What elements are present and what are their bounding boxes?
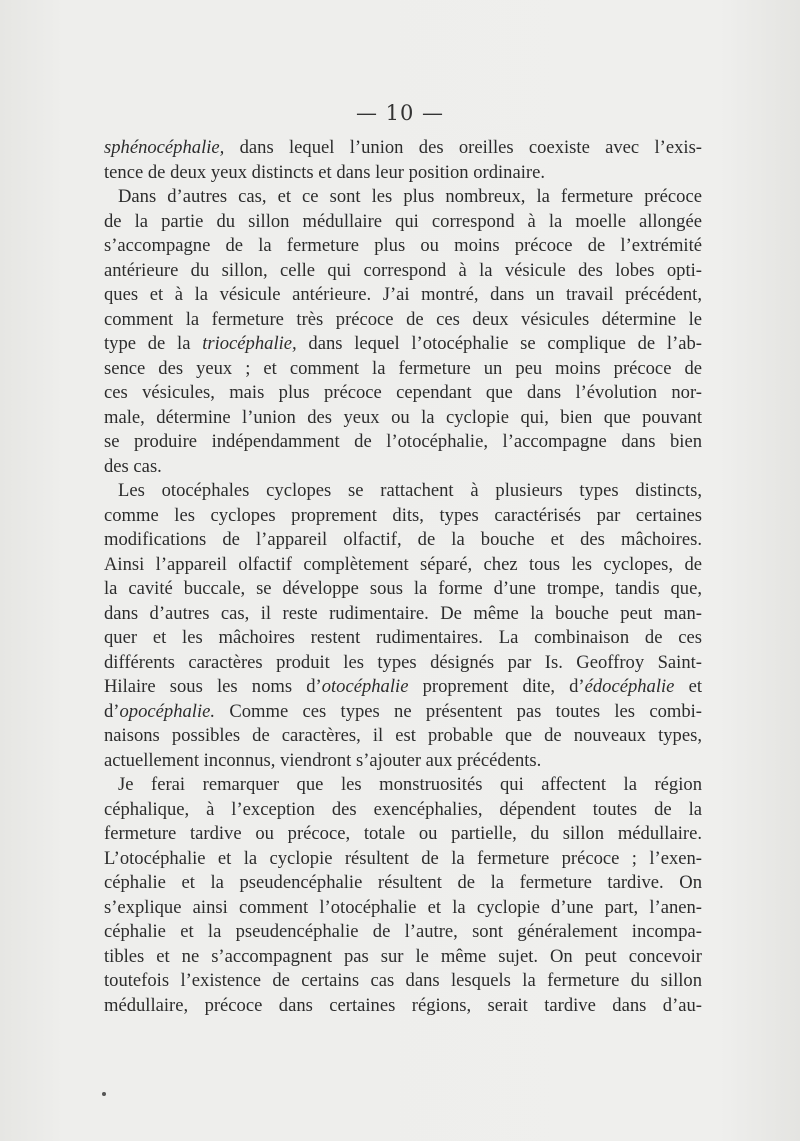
text-run: toutefois l’existence de certains cas dans lesquels la fermeture du sillon bbox=[104, 970, 702, 991]
text-run: Je ferai remarquer que les monstruosités qui affectent la région bbox=[118, 774, 702, 795]
italic-term: sphénocéphalie, bbox=[104, 137, 225, 158]
text-line bbox=[104, 920, 702, 945]
text-line bbox=[104, 553, 702, 578]
text-run: L’otocéphalie et la cyclopie résultent de la fermeture précoce ; l’exen- bbox=[104, 847, 702, 869]
text-line bbox=[104, 847, 702, 872]
text-line bbox=[104, 381, 702, 406]
text-run: comme les cyclopes proprement dits, types caractérisés par certaines bbox=[104, 504, 702, 526]
text-line bbox=[104, 602, 702, 627]
text-run: Comme ces types ne présentent pas toutes les combi- bbox=[215, 700, 702, 722]
page-number: — 10 — bbox=[355, 101, 445, 125]
text-run: male, détermine l’union des yeux ou la cyclopie qui, bien que pouvant bbox=[104, 406, 702, 428]
text-run: antérieure du sillon, celle qui correspond à la vésicule des lobes opti- bbox=[104, 259, 702, 281]
text-run: tibles et ne s’accompagnent pas sur le même sujet. On peut concevoir bbox=[104, 945, 702, 967]
text-line bbox=[104, 651, 702, 676]
text-run: des cas. bbox=[104, 455, 162, 477]
text-run: s’accompagne de la fermeture plus ou moins précoce de l’extrémité bbox=[104, 235, 702, 256]
text-run: de la partie du sillon médullaire qui correspond à la moelle allongée bbox=[104, 210, 702, 232]
text-line bbox=[104, 724, 702, 749]
text-line bbox=[104, 822, 702, 847]
text-line bbox=[104, 577, 702, 602]
text-run: céphalique, à l’exception des exencéphalies, dépendent toutes de la bbox=[104, 798, 702, 820]
text-run: actuellement inconnus, viendront s’ajouter aux précédents. bbox=[104, 749, 542, 771]
text-line bbox=[104, 430, 702, 455]
text-line bbox=[104, 185, 702, 210]
text-run: type de la bbox=[104, 333, 203, 354]
text-line bbox=[104, 675, 702, 700]
text-run: céphalie et la pseudencéphalie résultent de la fermeture tardive. On bbox=[104, 872, 702, 893]
text-run: naisons possibles de caractères, il est probable que de nouveaux types, bbox=[104, 725, 702, 746]
text-line bbox=[104, 626, 702, 651]
text-line bbox=[104, 210, 702, 235]
text-line bbox=[104, 455, 702, 480]
italic-term: opocéphalie. bbox=[119, 700, 216, 722]
text-run: médullaire, précoce dans certaines régions, serait tardive dans d’au- bbox=[104, 994, 702, 1016]
text-run: d’ bbox=[104, 700, 120, 722]
text-run: tence de deux yeux distincts et dans leur position ordinaire. bbox=[104, 161, 545, 183]
body-text bbox=[104, 136, 702, 1018]
text-line bbox=[104, 308, 702, 333]
text-run: Dans d’autres cas, et ce sont les plus nombreux, la fermeture précoce bbox=[118, 186, 702, 207]
text-line bbox=[104, 357, 702, 382]
text-line bbox=[104, 871, 702, 896]
text-run: Les otocéphales cyclopes se rattachent à plusieurs types distincts, bbox=[118, 480, 702, 501]
italic-term: édocéphalie bbox=[584, 676, 675, 697]
ink-speck bbox=[102, 1092, 106, 1096]
text-run: Hilaire sous les noms d’ bbox=[104, 676, 322, 697]
text-line bbox=[104, 528, 702, 553]
text-line bbox=[104, 773, 702, 798]
text-line bbox=[104, 896, 702, 921]
text-line bbox=[104, 945, 702, 970]
text-run: sence des yeux ; et comment la fermeture un peu moins précoce de bbox=[104, 357, 702, 379]
text-run: proprement dite, d’ bbox=[408, 676, 585, 697]
text-run: fermeture tardive ou précoce, totale ou partielle, du sillon médullaire. bbox=[104, 823, 702, 844]
text-line bbox=[104, 406, 702, 431]
text-line bbox=[104, 332, 702, 357]
text-line bbox=[104, 136, 702, 161]
text-line bbox=[104, 798, 702, 823]
text-line bbox=[104, 234, 702, 259]
text-line bbox=[104, 259, 702, 284]
text-run: ques et à la vésicule antérieure. J’ai montré, dans un travail précédent, bbox=[104, 284, 702, 305]
text-run: s’explique ainsi comment l’otocéphalie et la cyclopie d’une part, l’anen- bbox=[104, 896, 702, 918]
text-run: comment la fermeture très précoce de ces deux vésicules détermine le bbox=[104, 308, 702, 330]
text-line bbox=[104, 969, 702, 994]
text-run: céphalie et la pseudencéphalie de l’autre, sont généralement incompa- bbox=[104, 921, 702, 942]
text-run: se produire indépendamment de l’otocéphalie, l’accompagne dans bien bbox=[104, 431, 702, 452]
text-line bbox=[104, 161, 702, 186]
italic-term: otocéphalie bbox=[321, 676, 409, 697]
text-line bbox=[104, 749, 702, 774]
text-line bbox=[104, 700, 702, 725]
italic-term: triocéphalie, bbox=[202, 333, 297, 354]
text-run: dans d’autres cas, il reste rudimentaire. De même la bouche peut man- bbox=[104, 602, 702, 624]
text-run: ces vésicules, mais plus précoce cependant que dans l’évolution nor- bbox=[104, 382, 702, 403]
text-line bbox=[104, 479, 702, 504]
text-run: modifications de l’appareil olfactif, de la bouche et des mâchoires. bbox=[104, 529, 702, 550]
text-run: dans lequel l’union des oreilles coexiste avec l’exis- bbox=[224, 137, 702, 158]
text-run: quer et les mâchoires restent rudimentaires. La combinaison de ces bbox=[104, 627, 702, 648]
text-run: Ainsi l’appareil olfactif complètement séparé, chez tous les cyclopes, de bbox=[104, 553, 702, 575]
text-run: dans lequel l’otocéphalie se complique de l’ab- bbox=[296, 333, 702, 354]
text-line bbox=[104, 994, 702, 1019]
text-line bbox=[104, 283, 702, 308]
text-run: la cavité buccale, se développe sous la forme d’une trompe, tandis que, bbox=[104, 578, 702, 599]
text-line bbox=[104, 504, 702, 529]
text-run: différents caractères produit les types désignés par Is. Geoffroy Saint- bbox=[104, 651, 702, 673]
text-run: et bbox=[674, 676, 702, 697]
